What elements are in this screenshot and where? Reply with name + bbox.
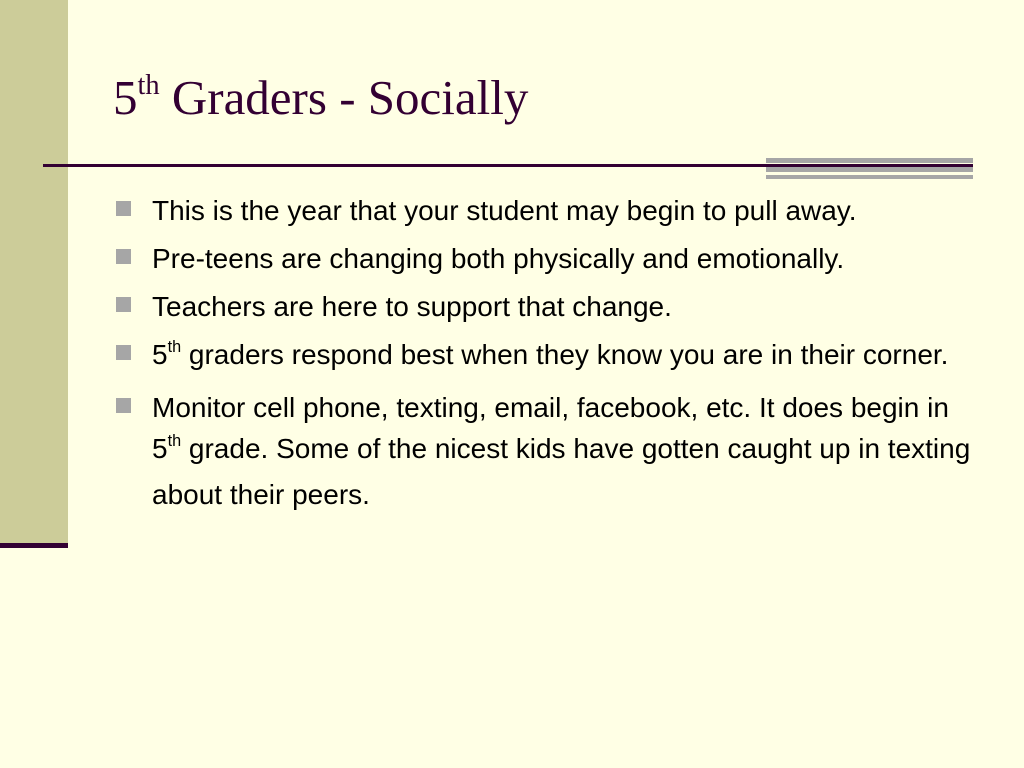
- divider-accent-stripe: [766, 175, 973, 179]
- bullet-text-pre: 5: [152, 339, 168, 370]
- bullet-item: [113, 190, 973, 231]
- bullet-text: Teachers are here to support that change.: [152, 291, 672, 322]
- divider-accent-stripe: [766, 158, 973, 163]
- square-bullet-icon: [116, 345, 131, 360]
- bullet-item: [113, 286, 973, 327]
- square-bullet-icon: [116, 201, 131, 216]
- left-accent-bar: [0, 0, 68, 545]
- divider-accent-stripe: [766, 167, 973, 172]
- title-number: 5: [113, 70, 138, 125]
- bullet-item: [113, 238, 973, 279]
- left-accent-underline: [0, 543, 68, 548]
- bullet-text: Pre-teens are changing both physically and emotionally.: [152, 243, 845, 274]
- bullet-list: [113, 190, 973, 522]
- bullet-superscript: th: [167, 432, 182, 451]
- bullet-text: This is the year that your student may begin to pull away.: [152, 195, 857, 226]
- bullet-superscript: th: [167, 338, 182, 357]
- square-bullet-icon: [116, 398, 131, 413]
- bullet-item: [113, 387, 973, 515]
- bullet-text-pre: Monitor cell phone, texting, email, facebook, etc. It does begin in 5: [152, 392, 949, 464]
- bullet-item: [113, 334, 973, 380]
- square-bullet-icon: [116, 249, 131, 264]
- bullet-text-post: graders respond best when they know you are in their corner.: [181, 339, 949, 370]
- slide-title: [113, 68, 528, 136]
- title-text: Graders - Socially: [159, 70, 529, 125]
- square-bullet-icon: [116, 297, 131, 312]
- bullet-text-post: grade. Some of the nicest kids have gotten caught up in texting about their peers.: [152, 433, 971, 510]
- title-superscript: th: [137, 69, 160, 101]
